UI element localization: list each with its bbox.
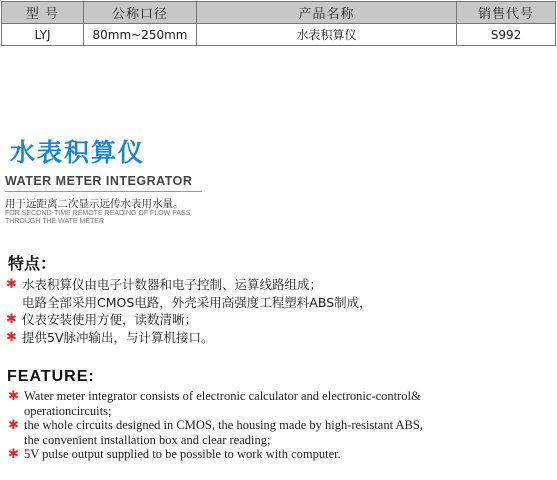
features-heading-en: FEATURE: [7, 368, 95, 385]
usage-description-cn: 用于远距离二次显示远传水表用水量。 [5, 198, 184, 210]
features-list-cn [4, 276, 544, 346]
product-title-cn: 水表积算仪 [10, 138, 146, 167]
spec-table-header-row [2, 2, 556, 24]
cell-sales-code: S992 [457, 24, 556, 46]
features-heading-cn: 特点： [8, 254, 57, 273]
spec-table [1, 1, 556, 46]
product-title-en: WATER METER INTEGRATOR [5, 174, 193, 188]
header-sales-code: 销售代号 [457, 2, 556, 24]
feature-text: 提供5V脉冲输出，与计算机接口。 [22, 329, 214, 345]
list-item [6, 389, 554, 418]
feature-text: 水表积算仪由电子计数器和电子控制、运算线路组成； 电路全部采用CMOS电路，外壳采用高强度工程塑料ABS制成， [22, 277, 372, 310]
table-row [2, 24, 556, 46]
list-item [4, 329, 544, 347]
feature-text: 5V pulse output supplied to be possible to work with computer. [24, 447, 341, 461]
red-star-icon: ✱ [8, 446, 19, 461]
list-item [4, 276, 544, 311]
list-item [4, 311, 544, 329]
features-list-en [6, 389, 554, 462]
feature-text: 仪表安装使用方便，读数清晰； [22, 312, 198, 327]
list-item [6, 447, 554, 462]
red-star-icon: ✱ [8, 417, 19, 432]
feature-text: Water meter integrator consists of electronic calculator and electronic-control& operationcircuits; [24, 389, 421, 418]
header-nominal-diameter: 公称口径 [84, 2, 197, 24]
feature-text: the whole circuits designed in CMOS, the housing made by high-resistant ABS, the convenient installation box and clear reading; [24, 418, 423, 447]
header-model: 型 号 [2, 2, 84, 24]
cell-model: LYJ [2, 24, 84, 46]
title-divider [5, 191, 202, 192]
red-star-icon: ✱ [8, 388, 19, 403]
list-item [6, 418, 554, 447]
usage-description-en: FOR SECOND-TIME REMOTE READING OF FLOW PASS THROUGH THE WATE METER [5, 210, 191, 225]
header-product-name: 产品名称 [197, 2, 457, 24]
red-star-icon: ✱ [6, 312, 17, 327]
cell-product-name: 水表积算仪 [197, 24, 457, 46]
cell-nominal-diameter: 80mm~250mm [84, 24, 197, 46]
red-star-icon: ✱ [6, 329, 17, 345]
red-star-icon: ✱ [6, 277, 17, 292]
